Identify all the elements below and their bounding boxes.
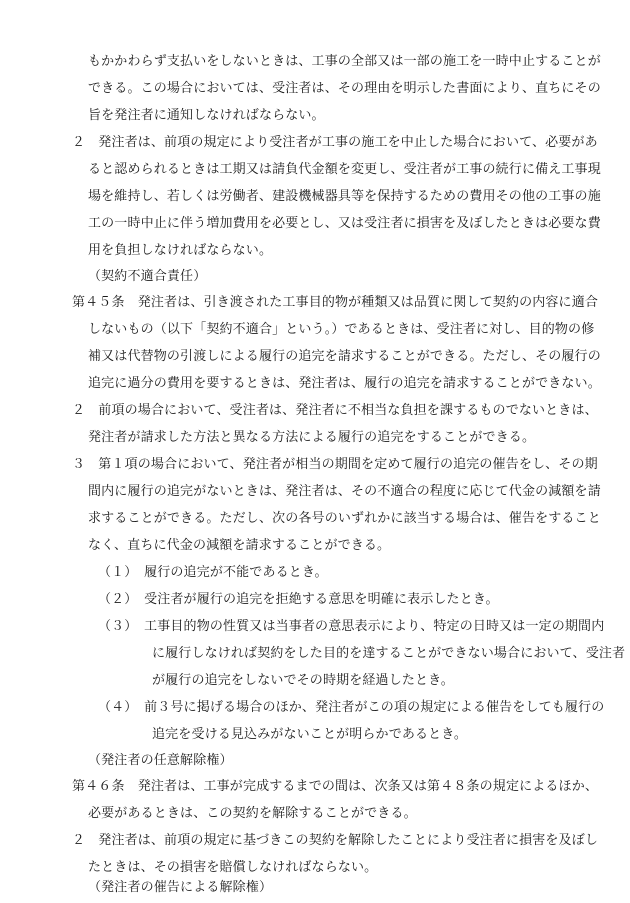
paragraph-2-line: ２ 発注者は、前項の規定により受注者が工事の施工を中止した場合において、必要があ [72,135,598,150]
text-line: 発注者が請求した方法と異なる方法による履行の追完をすることができる。 [88,430,536,445]
text-line: 求することができる。ただし、次の各号のいずれかに該当する場合は、催告をすること [88,511,601,526]
text-line: しないもの（以下「契約不適合」という。）であるときは、受注者に対し、目的物の修 [88,322,595,337]
paragraph-2-line: ２ 前項の場合において、受注者は、発注者に不相当な負担を課するものでないときは、 [72,403,598,418]
text-line: が履行の追完をしないでその時期を経過したとき。 [152,673,454,688]
text-line: 旨を発注者に通知しなければならない。 [88,108,325,123]
text-line: できる。この場合においては、受注者は、その理由を明示した書面により、直ちにその [88,81,601,96]
section-caption: （契約不適合責任） [88,269,207,284]
text-line: 必要があるときは、この契約を解除することができる。 [88,806,417,821]
text-line: ると認められるときは工期又は請負代金額を変更し、受注者が工事の続行に備え工事現 [88,162,601,177]
text-line: 間内に履行の追完がないときは、発注者は、その不適合の程度に応じて代金の減額を請 [88,484,601,499]
paragraph-3-line: ３ 第１項の場合において、発注者が相当の期間を定めて履行の追完の催告をし、その期 [72,457,598,472]
text-line: 追完を受ける見込みがないことが明らかであるとき。 [152,727,468,742]
text-line: もかかわらず支払いをしないときは、工事の全部又は一部の施工を一時中止することが [88,54,601,69]
text-line: に履行しなければ契約をした目的を達することができない場合において、受注者 [152,646,626,661]
text-line: 工の一時中止に伴う増加費用を必要とし、又は受注者に損害を及ぼしたときは必要な費 [88,216,601,231]
text-line: 補又は代替物の引渡しによる履行の追完を請求することができる。ただし、その履行の [88,349,601,364]
item-1-line: （１） 履行の追完が不能であるとき。 [98,565,328,580]
item-4-line: （４） 前３号に掲げる場合のほか、発注者がこの項の規定による催告をしても履行の [98,700,605,715]
section-caption: （発注者の催告による解除権） [88,880,273,895]
section-caption: （発注者の任意解除権） [88,753,233,768]
text-line: 用を負担しなければならない。 [88,243,273,258]
text-line: 場を維持し、若しくは労働者、建設機械器具等を保持するための費用その他の工事の施 [88,189,601,204]
text-line: なく、直ちに代金の減額を請求することができる。 [88,538,391,553]
text-line: 追完に過分の費用を要するときは、発注者は、履行の追完を請求することができない。 [88,376,601,391]
item-3-line: （３） 工事目的物の性質又は当事者の意思表示により、特定の日時又は一定の期間内 [98,619,605,634]
article-45-heading: 第４５条 発注者は、引き渡された工事目的物が種類又は品質に関して契約の内容に適合 [72,295,599,310]
text-line: たときは、その損害を賠償しなければならない。 [88,860,378,875]
article-46-heading: 第４６条 発注者は、工事が完成するまでの間は、次条又は第４８条の規定によるほか、 [72,779,599,794]
item-2-line: （２） 受注者が履行の追完を拒絶する意思を明確に表示したとき。 [98,592,499,607]
paragraph-2-line: ２ 発注者は、前項の規定に基づきこの契約を解除したことにより受注者に損害を及ぼし [72,833,599,848]
